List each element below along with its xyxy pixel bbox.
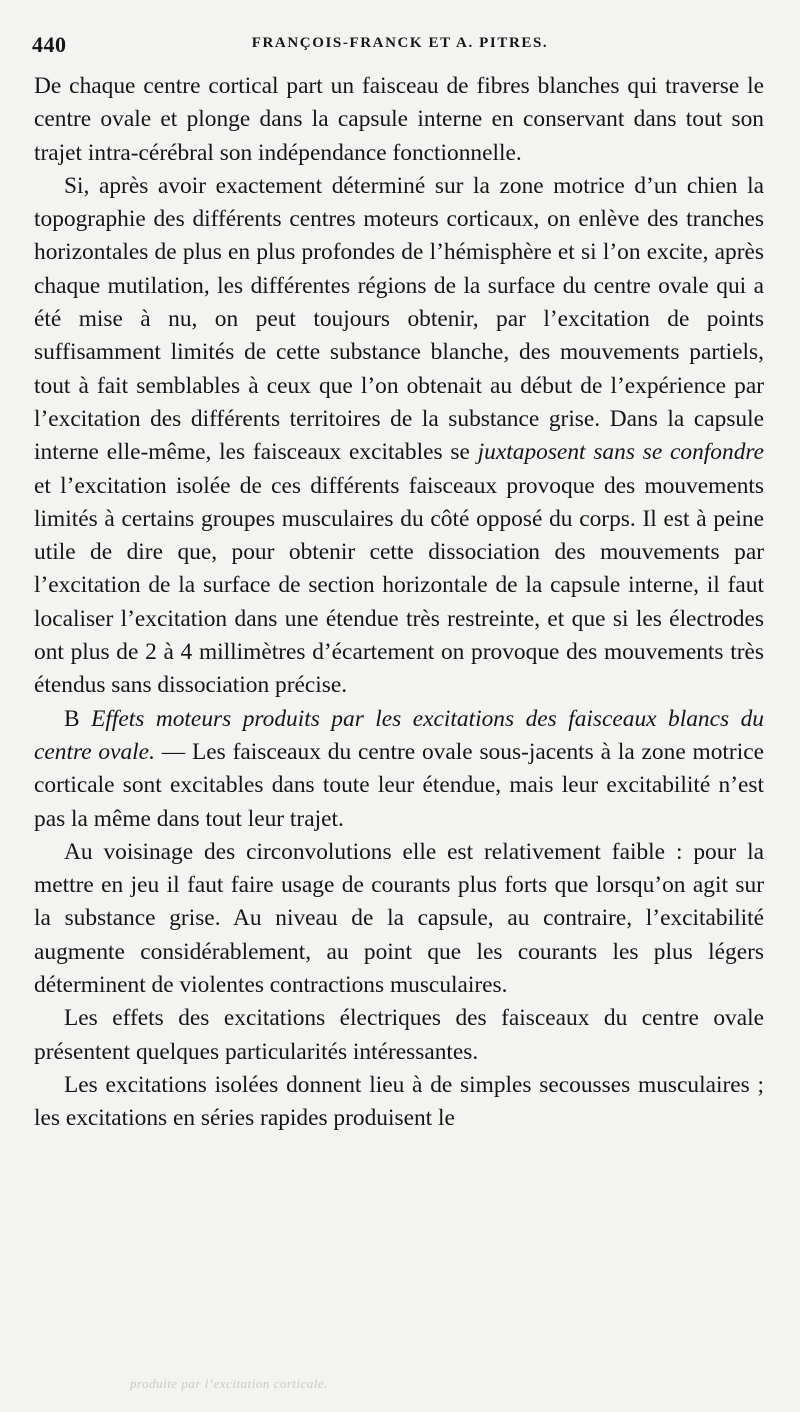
paragraph-1: De chaque centre cortical part un faisceau de fibres blanches qui traverse le centre ovale et plonge dans la capsule interne en conservant dans tout son trajet intra-cérébral son indépendance fonctionnelle. xyxy=(34,73,764,166)
paragraph-3 xyxy=(34,703,764,836)
running-head: FRANÇOIS-FRANCK ET A. PITRES. xyxy=(251,35,549,51)
paragraph-4: Au voisinage des circonvolutions elle est relativement faible : pour la mettre en jeu il faut faire usage de courants plus forts que lorsqu’on agit sur la substance grise. Au niveau de la capsule, au contraire, l’excitabilité augmente considérablement, au point que les courants les plus légers déterminent de violentes contractions musculaires. xyxy=(34,838,764,999)
section-letter: B xyxy=(64,705,92,732)
paragraph-2-text-b: et l’excitation isolée de ces différents faisceaux provoque des mouvements limités à certains groupes musculaires du côté opposé du corps. Il est à peine utile de dire que, pour obtenir cette dissociation des mouvements par l’excitation de la surface de section horizontale de la capsule interne, il faut localiser l’excitation dans une étendue très restreinte, et que si les électrodes ont plus de 2 à 4 millimètres d’écartement on provoque des mouvements très étendus sans dissociation précise. xyxy=(34,472,764,699)
body-text xyxy=(34,70,764,1136)
section-heading: Effets moteurs produits par les excitations des faisceaux blancs du centre ovale. xyxy=(34,705,764,765)
paragraph-2 xyxy=(34,170,764,703)
page-number: 440 xyxy=(32,32,67,57)
page-header xyxy=(32,32,768,58)
paragraph-6: Les excitations isolées donnent lieu à de simples secousses musculaires ; les excitations en séries rapides produisent le xyxy=(34,1071,764,1132)
bleed-through-text: produite par l’excitation corticale. xyxy=(130,1376,329,1391)
paragraph-3-text: — Les faisceaux du centre ovale sous-jacents à la zone motrice corticale sont excitables dans toute leur étendue, mais leur excitabilité n’est pas la même dans tout leur trajet. xyxy=(34,738,764,832)
paragraph-2-text-a: Si, après avoir exactement déterminé sur la zone motrice d’un chien la topographie des différents centres moteurs corticaux, on enlève des tranches horizontales de plus en plus profondes de l’hémisphère et si l’on excite, après chaque mutilation, les différentes régions de la surface du centre ovale qui a été mise à nu, on peut toujours obtenir, par l’excitation de points suffisamment limités de cette substance blanche, des mouvements partiels, tout à fait semblables à ceux que l’on obtenait au début de l’expérience par l’excitation des différents territoires de la substance grise. Dans la capsule interne elle-même, les faisceaux excitables se xyxy=(34,172,764,466)
paragraph-2-emphasis: juxtaposent sans se confondre xyxy=(477,439,765,466)
paragraph-5: Les effets des excitations électriques des faisceaux du centre ovale présentent quelques particularités intéressantes. xyxy=(34,1005,764,1065)
